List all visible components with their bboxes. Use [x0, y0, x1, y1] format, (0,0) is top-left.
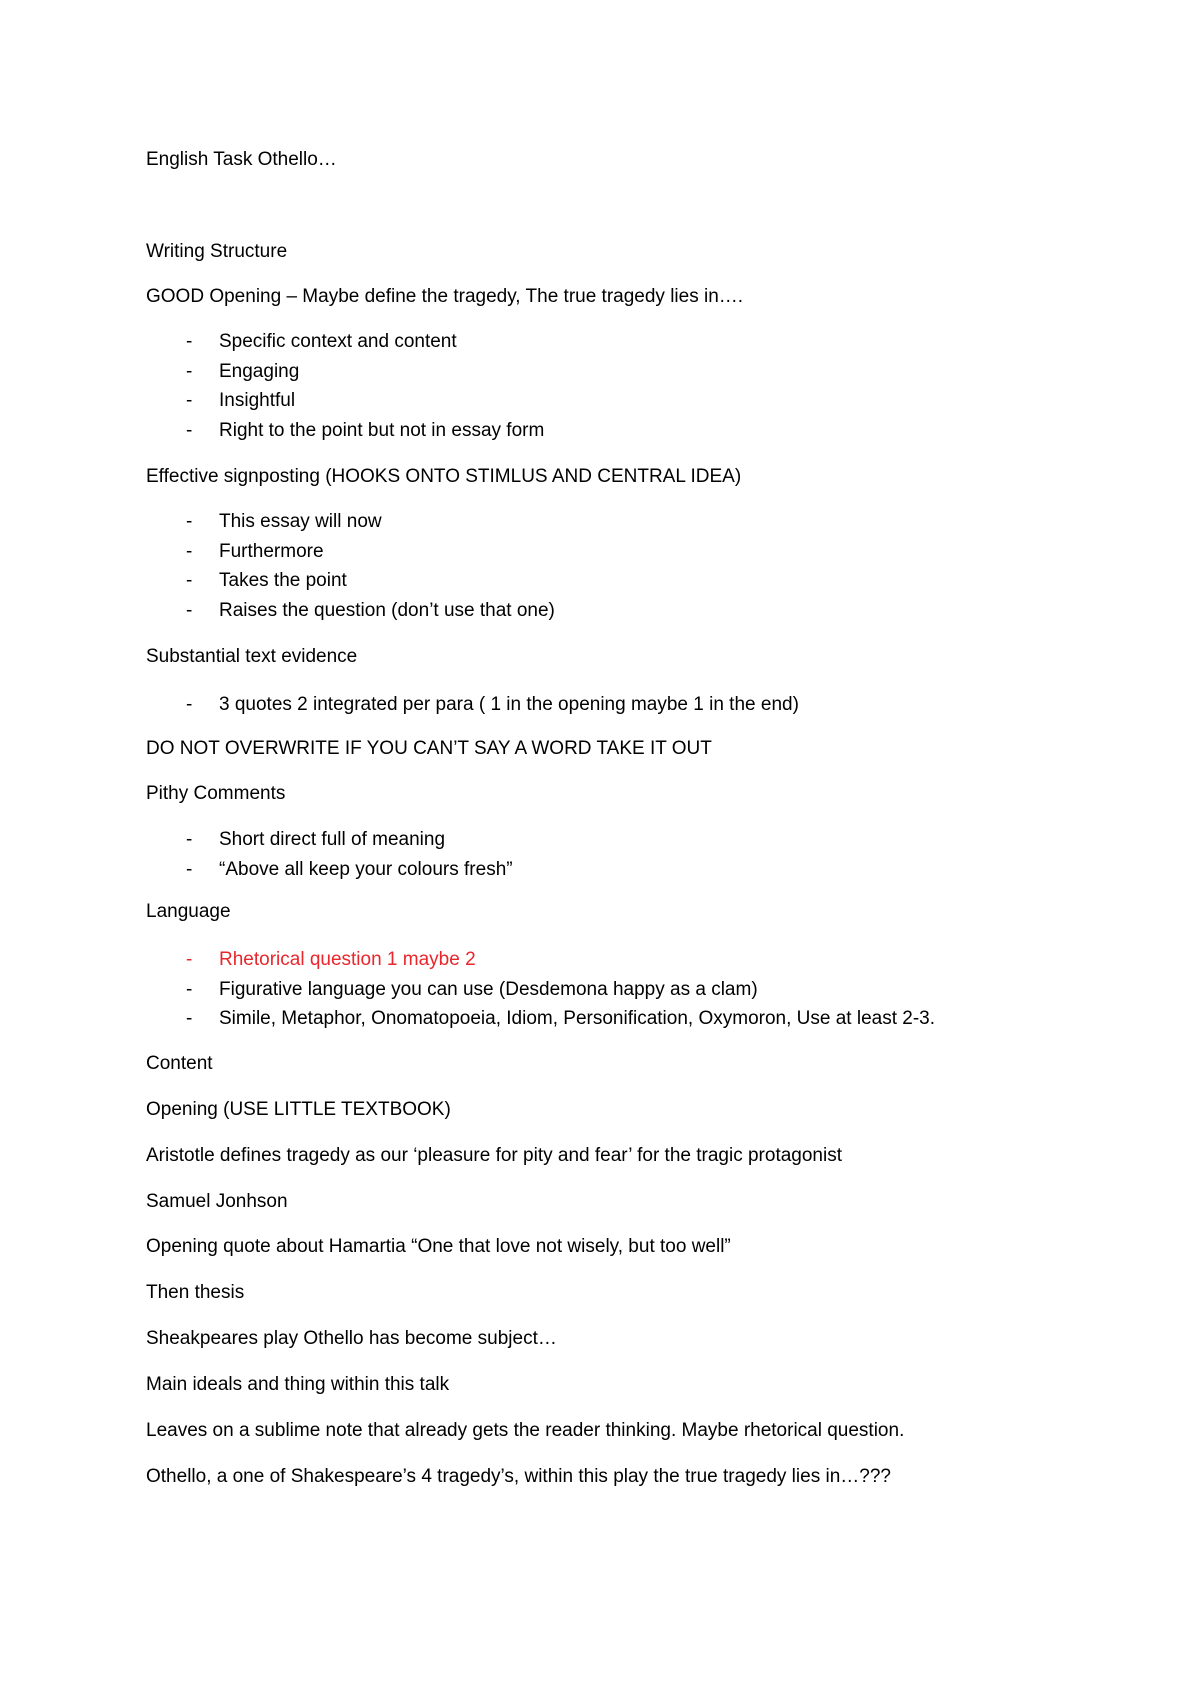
list-item: - Short direct full of meaning	[146, 825, 513, 855]
pithy-heading: Pithy Comments	[146, 783, 286, 804]
dash-bullet: -	[186, 331, 193, 352]
writing-structure-heading: Writing Structure	[146, 241, 288, 262]
overwrite-note: DO NOT OVERWRITE IF YOU CAN’T SAY A WORD TAKE IT OUT	[146, 738, 712, 759]
pithy-list	[146, 825, 513, 884]
list-item: - Figurative language you can use (Desdemona happy as a clam)	[146, 975, 935, 1005]
aristotle-line: Aristotle defines tragedy as our ‘pleasure for pity and fear’ for the tragic protagonist	[146, 1145, 842, 1166]
list-item: - Raises the question (don’t use that one)	[146, 596, 555, 626]
dash-bullet: -	[186, 978, 193, 1000]
language-heading: Language	[146, 901, 231, 922]
list-item: - Furthermore	[146, 537, 555, 567]
leaves-line: Leaves on a sublime note that already gets the reader thinking. Maybe rhetorical question.	[146, 1420, 905, 1441]
then-thesis-line: Then thesis	[146, 1282, 245, 1303]
good-opening-line: GOOD Opening – Maybe define the tragedy, The true tragedy lies in….	[146, 286, 744, 307]
list-item: - Simile, Metaphor, Onomatopoeia, Idiom, Personification, Oxymoron, Use at least 2-3.	[146, 1004, 935, 1034]
evidence-heading: Substantial text evidence	[146, 646, 358, 667]
dash-bullet: -	[186, 419, 193, 441]
list-item: - Right to the point but not in essay form	[146, 416, 544, 446]
evidence-list	[146, 690, 799, 720]
list-item: - This essay will now	[146, 507, 555, 537]
signposting-heading: Effective signposting (HOOKS ONTO STIMLUS AND CENTRAL IDEA)	[146, 466, 742, 487]
johnson-line: Samuel Jonhson	[146, 1191, 288, 1212]
main-ideals-line: Main ideals and thing within this talk	[146, 1374, 450, 1395]
list-item: - Takes the point	[146, 566, 555, 596]
dash-bullet: -	[186, 694, 193, 715]
document-title: English Task Othello…	[146, 149, 337, 170]
list-item-highlighted: - Rhetorical question 1 maybe 2	[146, 945, 935, 975]
sheakpeares-line: Sheakpeares play Othello has become subject…	[146, 1328, 557, 1349]
dash-bullet: -	[186, 570, 193, 591]
dash-bullet: -	[186, 390, 193, 411]
good-opening-list	[146, 327, 544, 445]
list-item: - Insightful	[146, 386, 544, 416]
opening-quote-line: Opening quote about Hamartia “One that love not wisely, but too well”	[146, 1236, 731, 1257]
list-item: - Specific context and content	[146, 327, 544, 357]
dash-bullet: -	[186, 540, 193, 562]
opening-heading: Opening (USE LITTLE TEXTBOOK)	[146, 1099, 451, 1120]
signposting-list	[146, 507, 555, 625]
dash-bullet: -	[186, 1008, 193, 1029]
dash-bullet: -	[186, 360, 193, 382]
dash-bullet: -	[186, 829, 193, 850]
dash-bullet: -	[186, 511, 193, 532]
dash-bullet: -	[186, 599, 193, 621]
dash-bullet: -	[186, 949, 193, 970]
language-list	[146, 945, 935, 1034]
content-heading: Content	[146, 1053, 213, 1074]
list-item: - Engaging	[146, 357, 544, 387]
dash-bullet: -	[186, 858, 193, 880]
list-item: - 3 quotes 2 integrated per para ( 1 in the opening maybe 1 in the end)	[146, 690, 799, 720]
othello-final-line: Othello, a one of Shakespeare’s 4 tragedy’s, within this play the true tragedy lies in…???	[146, 1466, 891, 1487]
list-item: - “Above all keep your colours fresh”	[146, 855, 513, 885]
